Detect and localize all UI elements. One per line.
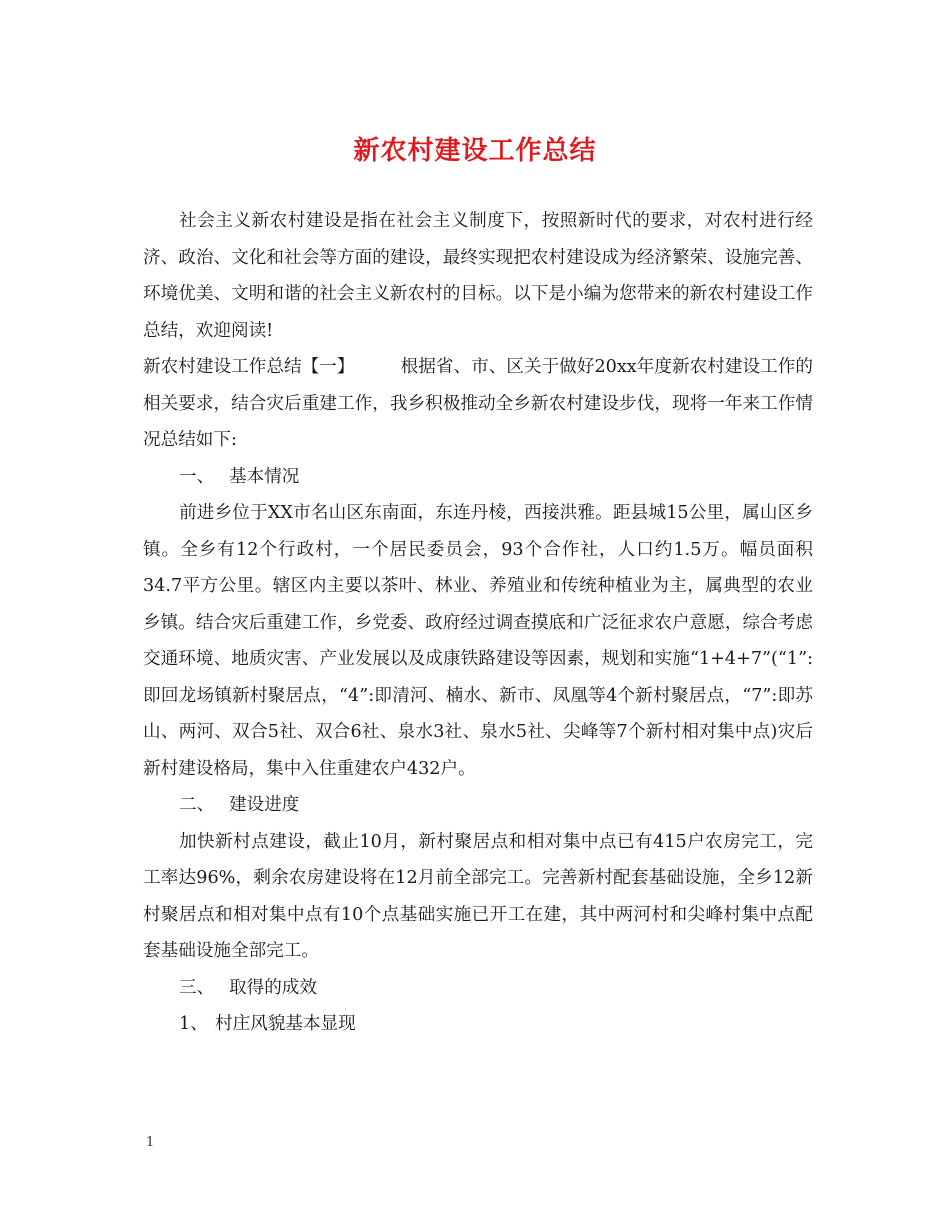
heading-text: 村庄风貌基本显现 [215,1014,356,1034]
intro-paragraph: 社会主义新农村建设是指在社会主义制度下，按照新时代的要求，对农村进行经济、政治、文化和社会等方面的建设，最终实现把农村建设成为经济繁荣、设施完善、环境优美、文明和谐的社会主义新农村的目标。以下是小编为您带来的新农村建设工作总结，欢迎阅读! [143,211,813,341]
heading-achievements [143,970,813,1007]
heading-text: 取得的成效 [229,977,317,998]
heading-number: 三、 [179,977,215,998]
heading-village-appearance [143,1006,813,1043]
section-paragraph [143,349,813,459]
heading-text: 建设进度 [229,795,300,815]
construction-progress-paragraph: 加快新村点建设，截止10月，新村聚居点和相对集中点已有415户农房完工，完工率达96%，剩余农房建设将在12月前全部完工。完善新村配套基础设施，全乡12新村聚居点和相对集中点有10个点基础实施已开工在建，其中两河村和尖峰村集中点配套基础设施全部完工。 [143,831,813,961]
section-intro: 根据省、市、区关于做好20xx年度新农村建设工作的相关要求，结合灾后重建工作，我乡积极推动全乡新农村建设步伐，现将一年来工作情况总结如下: [143,357,813,450]
heading-number: 一、 [179,466,215,487]
document-body [143,203,813,1043]
heading-number: 二、 [179,795,215,815]
basic-situation-paragraph: 前进乡位于XX市名山区东南面，东连丹棱，西接洪雅。距县城15公里，属山区乡镇。全乡有12个行政村，一个居民委员会，93个合作社，人口约1.5万。幅员面积34.7平方公里。辖区内主要以茶叶、林业、养殖业和传统种植业为主，属典型的农业乡镇。结合灾后重建工作，乡党委、政府经过调查摸底和广泛征求农户意愿，综合考虑交通环境、地质灾害、产业发展以及成康铁路建设等因素，规划和实施“1+4+7”(“1”:即回龙场镇新村聚居点，“4”:即清河、楠水、新市、凤凰等4个新村聚居点，“7”:即苏山、两河、双合5社、双合6社、泉水3社、泉水5社、尖峰等7个新村相对集中点)灾后新村建设格局，集中入住重建农户432户。 [143,503,813,779]
section-label: 新农村建设工作总结【一】 [143,357,355,377]
heading-construction-progress [143,787,813,824]
document-title: 新农村建设工作总结 [353,136,597,166]
heading-basic-situation [143,459,813,496]
page-number: 1 [146,1135,155,1150]
heading-number: 1、 [179,1014,208,1034]
heading-text: 基本情况 [229,466,300,487]
